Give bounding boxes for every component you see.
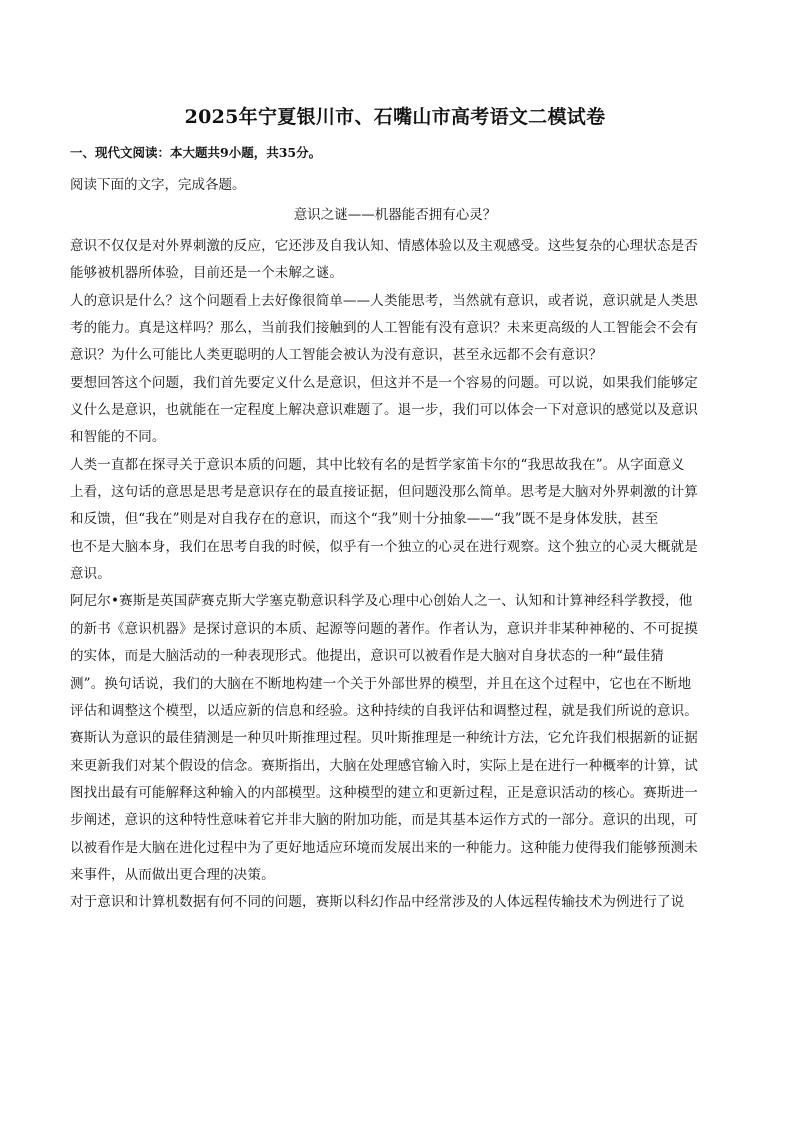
passage-line: 要想回答这个问题，我们首先要定义什么是意识，但这并不是一个容易的问题。可以说，如果我们能够定 [70,374,698,391]
passage-line: 以被看作是大脑在进化过程中为了更好地适应环境而发展出来的一种能力。这种能力使得我们能够预测未 [70,839,698,856]
passage-line: 也不是大脑本身，我们在思考自我的时候，似乎有一个独立的心灵在进行观察。这个独立的心灵大概就是 [70,538,698,555]
passage-line: 阿尼尔•赛斯是英国萨赛克斯大学塞克勒意识科学及心理中心创始人之一、认知和计算神经科学教授，他 [70,593,693,610]
passage-line: 意识。 [70,566,111,583]
passage-line: 对于意识和计算机数据有何不同的问题，赛斯以科幻作品中经常涉及的人体远程传输技术为例进行了说 [70,894,685,911]
passage-line: 步阐述，意识的这种特性意味着它并非大脑的附加功能，而是其基本运作方式的一部分。意识的出现，可 [70,812,698,829]
passage-line: 意识不仅仅是对外界刺激的反应，它还涉及自我认知、情感体验以及主观感受。这些复杂的心理状态是否 [70,238,698,254]
passage-line: 人类一直都在探寻关于意识本质的问题，其中比较有名的是哲学家笛卡尔的“我思故我在”。从字面意义 [70,456,685,473]
passage-line: 考的能力。真是这样吗？那么，当前我们接触到的人工智能有没有意识？未来更高级的人工智能会不会有 [70,320,698,337]
passage-line: 图找出最有可能解释这种输入的内部模型。这种模型的建立和更新过程，正是意识活动的核心。赛斯进一 [70,784,698,801]
passage-line: 赛斯认为意识的最佳猜测是一种贝叶斯推理过程。贝叶斯推理是一种统计方法，它允许我们根据新的证据 [70,730,698,747]
passage-line: 的实体，而是大脑活动的一种表现形式。他提出，意识可以被看作是大脑对自身状态的一种“最佳猜 [70,648,665,665]
passage-line: 义什么是意识，也就能在一定程度上解决意识难题了。退一步，我们可以体会一下对意识的感觉以及意识 [70,402,698,419]
exam-title: 2025年宁夏银川市、石嘴山市高考语文二模试卷 [184,106,606,128]
passage-line: 人的意识是什么？这个问题看上去好像很简单——人类能思考，当然就有意识，或者说，意识就是人类思 [70,292,698,309]
passage-title: 意识之谜——机器能否拥有心灵？ [293,207,497,223]
passage-line: 意识？为什么可能比人类更聪明的人工智能会被认为没有意识，甚至永远都不会有意识？ [70,347,603,364]
passage-line: 来事件，从而做出更合理的决策。 [70,866,275,883]
passage-line: 上看，这句话的意思是思考是意识存在的最直接证据，但问题没那么简单。思考是大脑对外界刺激的计算 [70,484,698,501]
passage-body [70,233,720,917]
section-heading: 一、现代文阅读：本大题共9小题，共35分。 [70,145,322,160]
passage-line: 来更新我们对某个假设的信念。赛斯指出，大脑在处理感官输入时，实际上是在进行一种概率的计算，试 [70,757,698,774]
passage-line: 的新书《意识机器》是探讨意识的本质、起源等问题的著作。作者认为，意识并非某种神秘的、不可捉摸 [70,620,698,637]
passage-line: 评估和调整这个模型，以适应新的信息和经验。这种持续的自我评估和调整过程，就是我们所说的意识。 [70,702,698,719]
reading-instruction: 阅读下面的文字，完成各题。 [70,177,246,193]
passage-line: 能够被机器所体验，目前还是一个未解之谜。 [70,265,343,282]
passage-line: 测”。换句话说，我们的大脑在不断地构建一个关于外部世界的模型，并且在这个过程中，它也在不断地 [70,675,692,692]
passage-line: 和反馈，但“我在”则是对自我存在的意识，而这个“我”则十分抽象——“我”既不是身体发肤，甚至 [70,511,659,528]
passage-line: 和智能的不同。 [70,429,166,446]
